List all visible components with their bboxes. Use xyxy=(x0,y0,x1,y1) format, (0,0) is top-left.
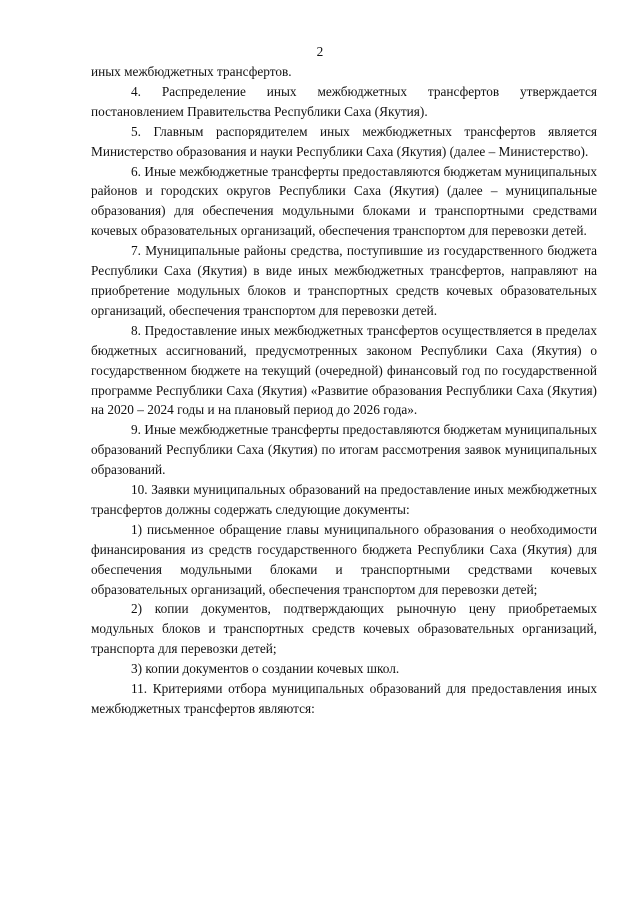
paragraph-item-11: 11. Критериями отбора муниципальных образований для предоставления иных межбюджетных трансфертов являются: xyxy=(91,681,597,716)
subitem-10-1: 1) письменное обращение главы муниципального образования о необходимости финансирования из средств государственного бюджета Республики Саха (Якутия) для обеспечения модульными блоками и транспортными средствами кочевых образовательных организаций, обеспечения транспортом для перевозки детей; xyxy=(91,521,597,597)
paragraph-item-9: 9. Иные межбюджетные трансферты предоставляются бюджетам муниципальных образований Республики Саха (Якутия) по итогам рассмотрения заявок муниципальных образований. xyxy=(91,422,597,478)
paragraph-item-8: 8. Предоставление иных межбюджетных трансфертов осуществляется в пределах бюджетных ассигнований, предусмотренных законом Республики Саха (Якутия) о государственном бюджете на текущий (очередной) финансовый год по государственной программе Республики Саха (Якутия) «Развитие образования Республики Саха (Якутия) на 2020 – 2024 годы и на плановый период до 2026 года». xyxy=(91,322,597,418)
paragraph-item-10: 10. Заявки муниципальных образований на предоставление иных межбюджетных трансфертов должны содержать следующие документы: xyxy=(91,482,597,517)
subitem-10-3: 3) копии документов о создании кочевых школ. xyxy=(131,661,400,677)
paragraph-item-6: 6. Иные межбюджетные трансферты предоставляются бюджетам муниципальных районов и городских округов Республики Саха (Якутия) (далее – муниципальные образования) для обеспечения модульными блоками и транспортными средствами кочевых образовательных организаций, обеспечения транспортом для перевозки детей. xyxy=(91,163,597,239)
subitem-10-2: 2) копии документов, подтверждающих рыночную цену приобретаемых модульных блоков и транспортных средств кочевых образовательных организаций, транспорта для перевозки детей; xyxy=(91,601,597,657)
paragraph-item-5: 5. Главным распорядителем иных межбюджетных трансфертов является Министерство образования и науки Республики Саха (Якутия) (далее – Министерство). xyxy=(91,123,597,159)
paragraph-item-4: 4. Распределение иных межбюджетных трансфертов утверждается постановлением Правительства Республики Саха (Якутия). xyxy=(91,83,597,119)
page-number: 2 xyxy=(316,44,324,59)
document-body xyxy=(91,62,597,719)
paragraph-continuation: иных межбюджетных трансфертов. xyxy=(91,64,292,79)
paragraph-item-7: 7. Муниципальные районы средства, поступившие из государственного бюджета Республики Саха (Якутия) в виде иных межбюджетных трансфертов, направляют на приобретение модульных блоков и транспортных средств кочевых образовательных организаций, обеспечения транспортом для перевозки детей. xyxy=(91,243,597,318)
